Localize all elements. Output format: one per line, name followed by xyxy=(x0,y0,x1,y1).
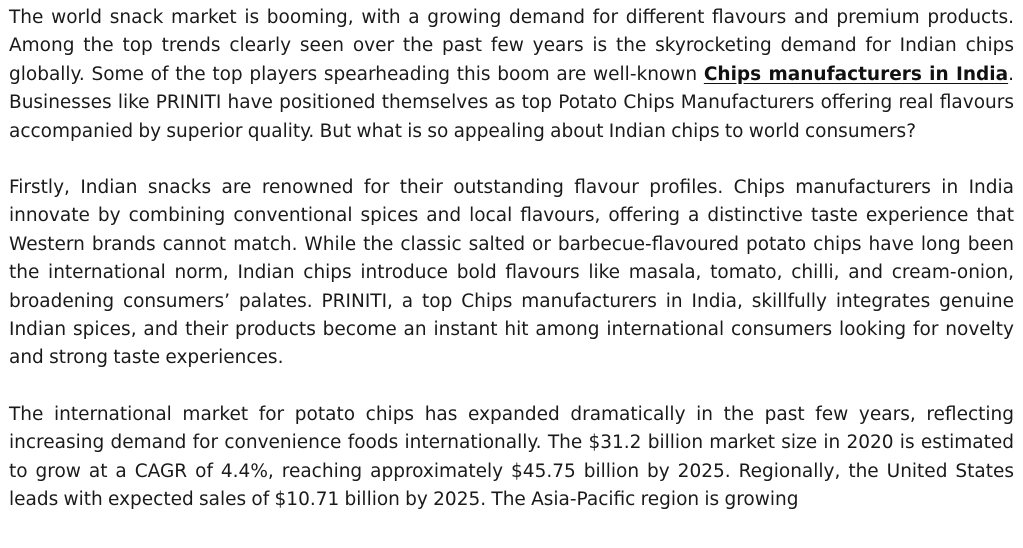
paragraph-intro xyxy=(9,4,1014,146)
paragraph-intro-text: The world snack market is booming, with a growing demand for different flavours and premium products. Among the top trends clearly seen over the past few years is the skyrocketing demand for Indian chips globally. Some of the top players spearheading this boom are well-known xyxy=(9,7,1014,85)
chips-manufacturers-link[interactable]: Chips manufacturers in India xyxy=(703,63,1009,85)
paragraph-flavour: Firstly, Indian snacks are renowned for their outstanding flavour profiles. Chips manufacturers in India innovate by combining conventional spices and local flavours, offering a distinctive taste experience that Western brands cannot match. While the classic salted or barbecue-flavoured potato chips have long been the international norm, Indian chips introduce bold flavours like masala, tomato, chilli, and cream-onion, broadening consumers’ palates. PRINITI, a top Chips manufacturers in India, skillfully integrates genuine Indian spices, and their products become an instant hit among international consumers looking for novelty and strong taste experiences. xyxy=(9,177,1014,369)
paragraph-intro-text-continued: . Businesses like PRINITI have positioned themselves as top Potato Chips Manufacturers offering real flavours accompanied by superior quality. But what is so appealing about Indian chips to world consumers? xyxy=(9,63,1014,142)
paragraph-market: The international market for potato chips has expanded dramatically in the past few years, reflecting increasing demand for convenience foods internationally. The $31.2 billion market size in 2020 is estimated to grow at a CAGR of 4.4%, reaching approximately $45.75 billion by 2025. Regionally, the United States leads with expected sales of $10.71 billion by 2025. The Asia-Pacific region is growing xyxy=(9,403,1014,511)
